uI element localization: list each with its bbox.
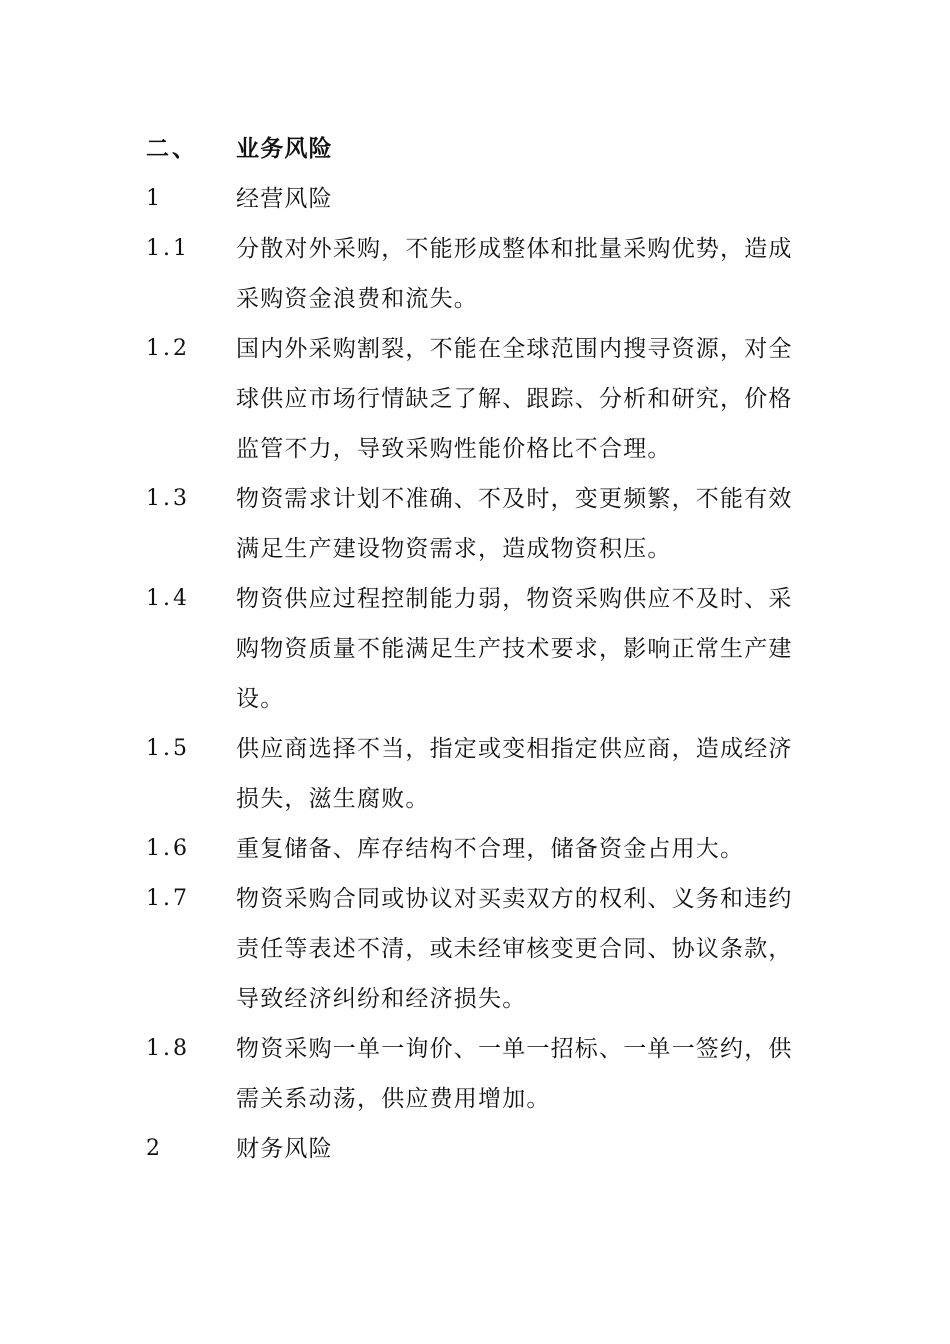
document-body — [146, 124, 826, 1174]
item-text: 财务风险 — [236, 1136, 333, 1162]
list-item-1-4 — [146, 574, 826, 724]
section-number: 二、 — [146, 135, 198, 162]
item-text: 供应商选择不当，指定或变相指定供应商，造成经济损失，滋生腐败。 — [236, 736, 793, 812]
item-text: 重复储备、库存结构不合理，储备资金占用大。 — [236, 836, 745, 862]
item-number: 1.5 — [146, 736, 190, 761]
item-text: 物资采购一单一询价、一单一招标、一单一签约，供需关系动荡，供应费用增加。 — [236, 1036, 793, 1112]
section-title: 业务风险 — [236, 135, 333, 162]
item-number: 1.8 — [146, 1036, 190, 1061]
list-item-1 — [146, 174, 826, 224]
item-number: 1.1 — [146, 236, 190, 261]
list-item-1-6 — [146, 824, 826, 874]
item-number: 1.4 — [146, 586, 190, 611]
list-item-1-2 — [146, 324, 826, 474]
item-number: 2 — [146, 1136, 163, 1161]
list-item-1-3 — [146, 474, 826, 574]
item-text: 物资供应过程控制能力弱，物资采购供应不及时、采购物资质量不能满足生产技术要求，影响正常生产建设。 — [236, 586, 793, 712]
list-item-1-5 — [146, 724, 826, 824]
list-item-1-7 — [146, 874, 826, 1024]
item-text: 经营风险 — [236, 186, 333, 212]
item-text: 分散对外采购，不能形成整体和批量采购优势，造成采购资金浪费和流失。 — [236, 236, 793, 312]
section-heading — [146, 124, 826, 174]
item-number: 1.6 — [146, 836, 190, 861]
item-text: 物资采购合同或协议对买卖双方的权利、义务和违约责任等表述不清，或未经审核变更合同、协议条款，导致经济纠纷和经济损失。 — [236, 886, 793, 1012]
list-item-1-1 — [146, 224, 826, 324]
list-item-1-8 — [146, 1024, 826, 1124]
item-number: 1.3 — [146, 486, 190, 511]
item-number: 1.2 — [146, 336, 190, 361]
item-text: 国内外采购割裂，不能在全球范围内搜寻资源，对全球供应市场行情缺乏了解、跟踪、分析和研究，价格监管不力，导致采购性能价格比不合理。 — [236, 336, 793, 462]
item-text: 物资需求计划不准确、不及时，变更频繁，不能有效满足生产建设物资需求，造成物资积压。 — [236, 486, 793, 562]
item-number: 1 — [146, 186, 163, 211]
list-item-2 — [146, 1124, 826, 1174]
item-number: 1.7 — [146, 886, 190, 911]
